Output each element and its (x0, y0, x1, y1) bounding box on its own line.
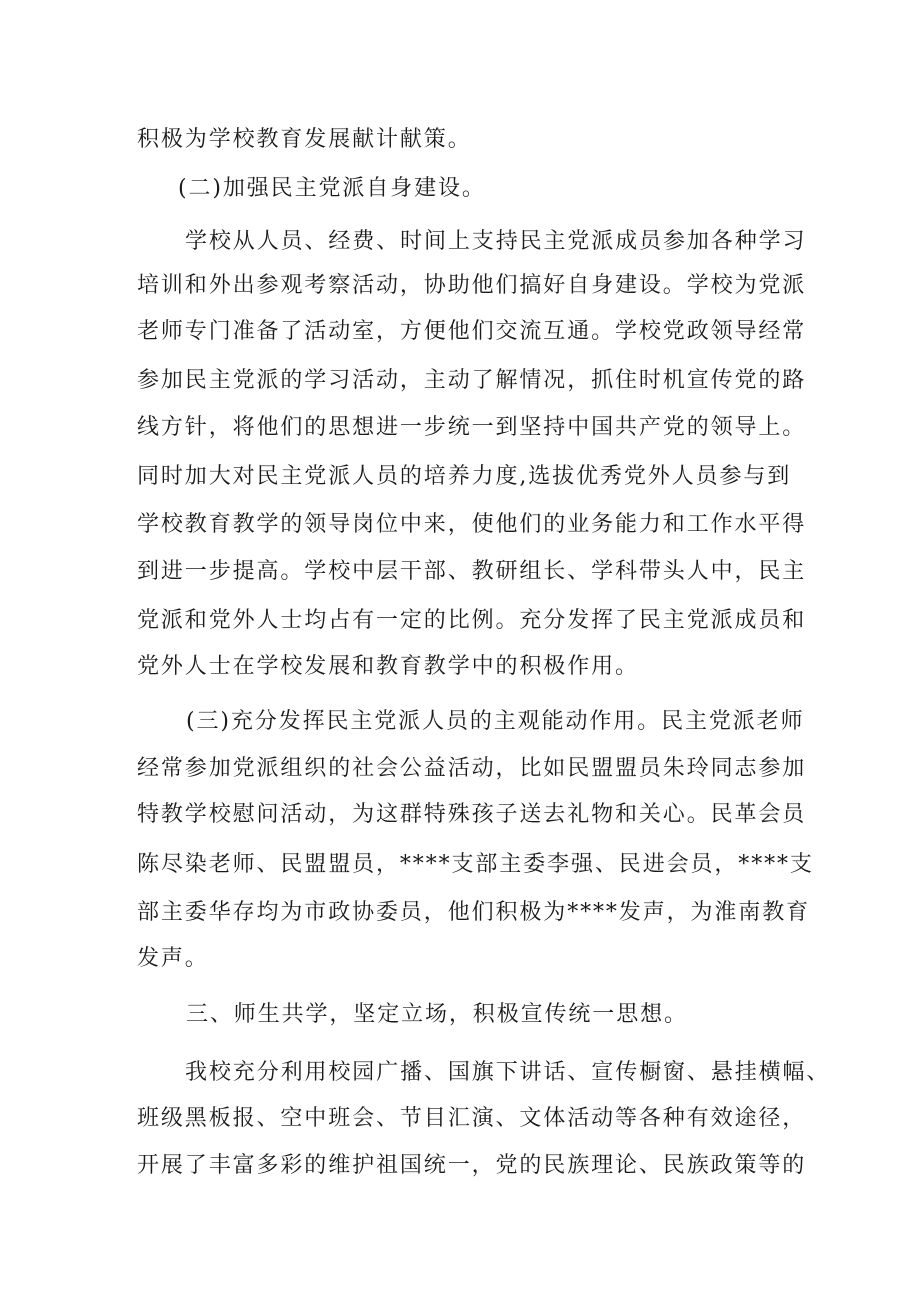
text-line-18: 发声。 (137, 946, 209, 971)
text-line-1: 积极为学校教育发展献计献策。 (137, 127, 472, 152)
text-line-9: 学校教育教学的领导岗位中来，使他们的业务能力和工作水平得 (137, 512, 807, 537)
section-heading-three: 三、师生共学，坚定立场，积极宣传统一思想。 (186, 1002, 688, 1027)
text-line-3: 学校从人员、经费、时间上支持民主党派成员参加各种学习 (185, 229, 807, 254)
text-line-8: 同时加大对民主党派人员的培养力度,选拔优秀党外人员参与到 (137, 464, 792, 489)
section-heading-3: (三)充分发挥民主党派人员的主观能动作用。民主党派老师 (186, 709, 805, 734)
text-line-17: 部主委华存均为市政协委员，他们积极为****发声，为淮南教育 (137, 900, 811, 925)
text-line-6: 参加民主党派的学习活动，主动了解情况，抓住时机宣传党的路 (137, 368, 807, 393)
text-line-14: 经常参加党派组织的社会公益活动，比如民盟盟员朱玲同志参加 (137, 756, 807, 781)
section-heading-2: (二)加强民主党派自身建设。 (178, 176, 486, 201)
text-line-5: 老师专门准备了活动室，方便他们交流互通。学校党政领导经常 (137, 319, 807, 344)
text-line-15: 特教学校慰问活动，为这群特殊孩子送去礼物和关心。民革会员 (137, 802, 807, 827)
text-line-12: 党外人士在学校发展和教育教学中的积极作用。 (137, 654, 639, 679)
text-line-11: 党派和党外人士均占有一定的比例。充分发挥了民主党派成员和 (137, 608, 807, 633)
text-line-22: 开展了丰富多彩的维护祖国统一，党的民族理论、民族政策等的 (137, 1153, 807, 1178)
text-line-10: 到进一步提高。学校中层干部、教研组长、学科带头人中，民主 (137, 559, 807, 584)
text-line-16: 陈尽染老师、民盟盟员，****支部主委李强、民进会员，****支 (137, 852, 814, 877)
text-line-4: 培训和外出参观考察活动，协助他们搞好自身建设。学校为党派 (137, 273, 807, 298)
text-line-7: 线方针，将他们的思想进一步统一到坚持中国共产党的领导上。 (137, 415, 807, 440)
text-line-20: 我校充分利用校园广播、国旗下讲话、宣传橱窗、悬挂横幅、 (185, 1060, 831, 1085)
text-line-21: 班级黑板报、空中班会、节目汇演、文体活动等各种有效途径， (137, 1106, 807, 1131)
